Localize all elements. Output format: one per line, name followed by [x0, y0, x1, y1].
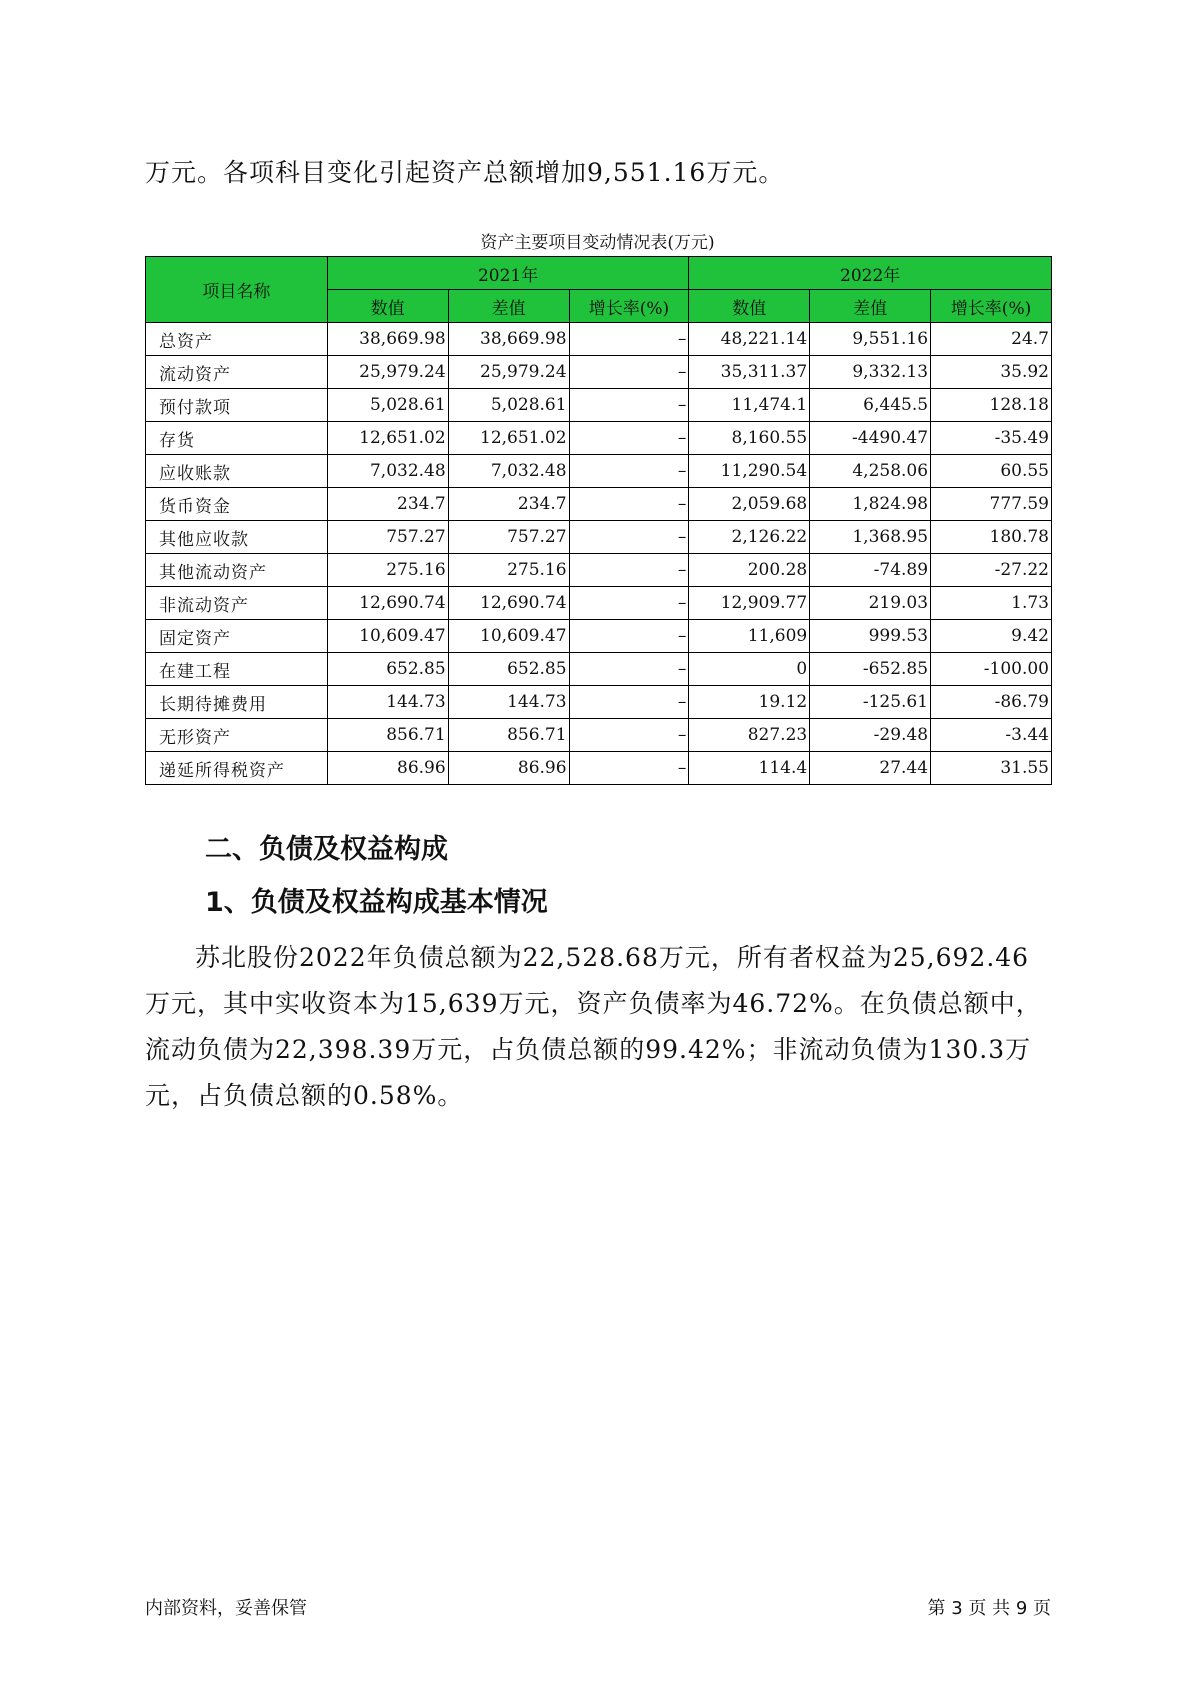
- table-row: [146, 323, 1052, 356]
- row-item-name: 长期待摊费用: [146, 686, 328, 719]
- row-cell-value: 12,651.02: [448, 422, 569, 455]
- row-cell-value: 31.55: [931, 752, 1052, 785]
- row-item-name: 总资产: [146, 323, 328, 356]
- row-cell-value: 4,258.06: [810, 455, 931, 488]
- row-item-name: 非流动资产: [146, 587, 328, 620]
- row-cell-value: -652.85: [810, 653, 931, 686]
- row-item-name: 货币资金: [146, 488, 328, 521]
- row-cell-value: 12,909.77: [689, 587, 810, 620]
- row-cell-value: 24.7: [931, 323, 1052, 356]
- row-cell-value: 48,221.14: [689, 323, 810, 356]
- table-row: [146, 521, 1052, 554]
- row-cell-value: 856.71: [327, 719, 448, 752]
- col-header-diff-2021: 差值: [448, 290, 569, 323]
- row-cell-value: 38,669.98: [327, 323, 448, 356]
- body-paragraph: 苏北股份2022年负债总额为22,528.68万元，所有者权益为25,692.46万元，其中实收资本为15,639万元，资产负债率为46.72%。在负债总额中，流动负债为22,398.39万元，占负债总额的99.42%；非流动负债为130.3万元，占负债总额的0.58%。: [145, 943, 1042, 1110]
- row-item-name: 递延所得税资产: [146, 752, 328, 785]
- table-row: [146, 686, 1052, 719]
- row-cell-value: 275.16: [448, 554, 569, 587]
- row-cell-value: –: [569, 752, 689, 785]
- intro-paragraph-tail: 万元。各项科目变化引起资产总额增加9,551.16万元。: [145, 158, 785, 187]
- row-cell-value: -3.44: [931, 719, 1052, 752]
- table-body: [146, 323, 1052, 785]
- footer-confidential-note: 内部资料，妥善保管: [145, 1598, 307, 1619]
- col-header-value-2022: 数值: [689, 290, 810, 323]
- row-cell-value: 0: [689, 653, 810, 686]
- row-cell-value: 38,669.98: [448, 323, 569, 356]
- col-header-year1: 2021年: [327, 257, 689, 290]
- row-cell-value: 180.78: [931, 521, 1052, 554]
- row-item-name: 应收账款: [146, 455, 328, 488]
- row-cell-value: 777.59: [931, 488, 1052, 521]
- table-row: [146, 554, 1052, 587]
- table-row: [146, 455, 1052, 488]
- section-heading: 二、负债及权益构成: [205, 834, 448, 865]
- row-cell-value: 27.44: [810, 752, 931, 785]
- row-cell-value: 827.23: [689, 719, 810, 752]
- row-cell-value: 86.96: [448, 752, 569, 785]
- row-cell-value: 5,028.61: [448, 389, 569, 422]
- row-item-name: 存货: [146, 422, 328, 455]
- row-cell-value: 114.4: [689, 752, 810, 785]
- row-cell-value: 1,824.98: [810, 488, 931, 521]
- row-cell-value: 200.28: [689, 554, 810, 587]
- row-cell-value: 12,690.74: [448, 587, 569, 620]
- row-item-name: 其他流动资产: [146, 554, 328, 587]
- row-item-name: 其他应收款: [146, 521, 328, 554]
- row-cell-value: 9.42: [931, 620, 1052, 653]
- subsection-heading: 1、负债及权益构成基本情况: [205, 887, 548, 918]
- table-row: [146, 389, 1052, 422]
- row-cell-value: –: [569, 356, 689, 389]
- row-cell-value: 10,609.47: [448, 620, 569, 653]
- row-cell-value: 19.12: [689, 686, 810, 719]
- row-cell-value: 7,032.48: [327, 455, 448, 488]
- row-cell-value: –: [569, 488, 689, 521]
- row-cell-value: 6,445.5: [810, 389, 931, 422]
- row-cell-value: 2,059.68: [689, 488, 810, 521]
- row-cell-value: -86.79: [931, 686, 1052, 719]
- row-cell-value: 35,311.37: [689, 356, 810, 389]
- row-cell-value: 757.27: [327, 521, 448, 554]
- row-cell-value: 234.7: [448, 488, 569, 521]
- row-cell-value: 144.73: [327, 686, 448, 719]
- row-cell-value: 2,126.22: [689, 521, 810, 554]
- row-cell-value: 652.85: [327, 653, 448, 686]
- row-cell-value: 144.73: [448, 686, 569, 719]
- col-header-diff-2022: 差值: [810, 290, 931, 323]
- table-row: [146, 653, 1052, 686]
- row-cell-value: -27.22: [931, 554, 1052, 587]
- table-row: [146, 488, 1052, 521]
- table-row: [146, 719, 1052, 752]
- row-item-name: 在建工程: [146, 653, 328, 686]
- asset-change-table: [145, 256, 1052, 785]
- row-cell-value: –: [569, 521, 689, 554]
- row-cell-value: –: [569, 554, 689, 587]
- row-cell-value: 25,979.24: [448, 356, 569, 389]
- row-cell-value: -29.48: [810, 719, 931, 752]
- row-cell-value: -4490.47: [810, 422, 931, 455]
- table-row: [146, 620, 1052, 653]
- row-cell-value: 60.55: [931, 455, 1052, 488]
- table-caption: 资产主要项目变动情况表(万元): [480, 233, 715, 253]
- row-cell-value: 12,651.02: [327, 422, 448, 455]
- row-cell-value: 9,551.16: [810, 323, 931, 356]
- row-cell-value: –: [569, 653, 689, 686]
- table-row: [146, 422, 1052, 455]
- table-row: [146, 356, 1052, 389]
- row-cell-value: 652.85: [448, 653, 569, 686]
- col-header-rate-2021: 增长率(%): [569, 290, 689, 323]
- row-cell-value: –: [569, 587, 689, 620]
- row-cell-value: 234.7: [327, 488, 448, 521]
- row-cell-value: 5,028.61: [327, 389, 448, 422]
- row-item-name: 无形资产: [146, 719, 328, 752]
- row-cell-value: 11,290.54: [689, 455, 810, 488]
- row-cell-value: –: [569, 455, 689, 488]
- row-cell-value: 128.18: [931, 389, 1052, 422]
- row-cell-value: 11,609: [689, 620, 810, 653]
- row-cell-value: 1.73: [931, 587, 1052, 620]
- col-header-year2: 2022年: [689, 257, 1052, 290]
- row-cell-value: 12,690.74: [327, 587, 448, 620]
- row-cell-value: –: [569, 620, 689, 653]
- row-cell-value: 11,474.1: [689, 389, 810, 422]
- row-cell-value: 8,160.55: [689, 422, 810, 455]
- row-cell-value: 275.16: [327, 554, 448, 587]
- row-cell-value: 856.71: [448, 719, 569, 752]
- row-cell-value: 999.53: [810, 620, 931, 653]
- row-cell-value: 9,332.13: [810, 356, 931, 389]
- table-row: [146, 752, 1052, 785]
- row-cell-value: –: [569, 323, 689, 356]
- row-cell-value: –: [569, 686, 689, 719]
- footer-page-number: 第 3 页 共 9 页: [927, 1598, 1051, 1619]
- row-cell-value: –: [569, 719, 689, 752]
- row-cell-value: -35.49: [931, 422, 1052, 455]
- row-cell-value: 86.96: [327, 752, 448, 785]
- row-cell-value: 10,609.47: [327, 620, 448, 653]
- row-cell-value: 1,368.95: [810, 521, 931, 554]
- row-cell-value: 25,979.24: [327, 356, 448, 389]
- row-cell-value: –: [569, 389, 689, 422]
- row-item-name: 流动资产: [146, 356, 328, 389]
- col-header-value-2021: 数值: [327, 290, 448, 323]
- col-header-item: 项目名称: [146, 257, 328, 323]
- row-cell-value: 757.27: [448, 521, 569, 554]
- row-cell-value: -100.00: [931, 653, 1052, 686]
- row-item-name: 固定资产: [146, 620, 328, 653]
- row-cell-value: 7,032.48: [448, 455, 569, 488]
- row-cell-value: -74.89: [810, 554, 931, 587]
- row-cell-value: 219.03: [810, 587, 931, 620]
- row-cell-value: -125.61: [810, 686, 931, 719]
- row-item-name: 预付款项: [146, 389, 328, 422]
- col-header-rate-2022: 增长率(%): [931, 290, 1052, 323]
- row-cell-value: 35.92: [931, 356, 1052, 389]
- table-row: [146, 587, 1052, 620]
- row-cell-value: –: [569, 422, 689, 455]
